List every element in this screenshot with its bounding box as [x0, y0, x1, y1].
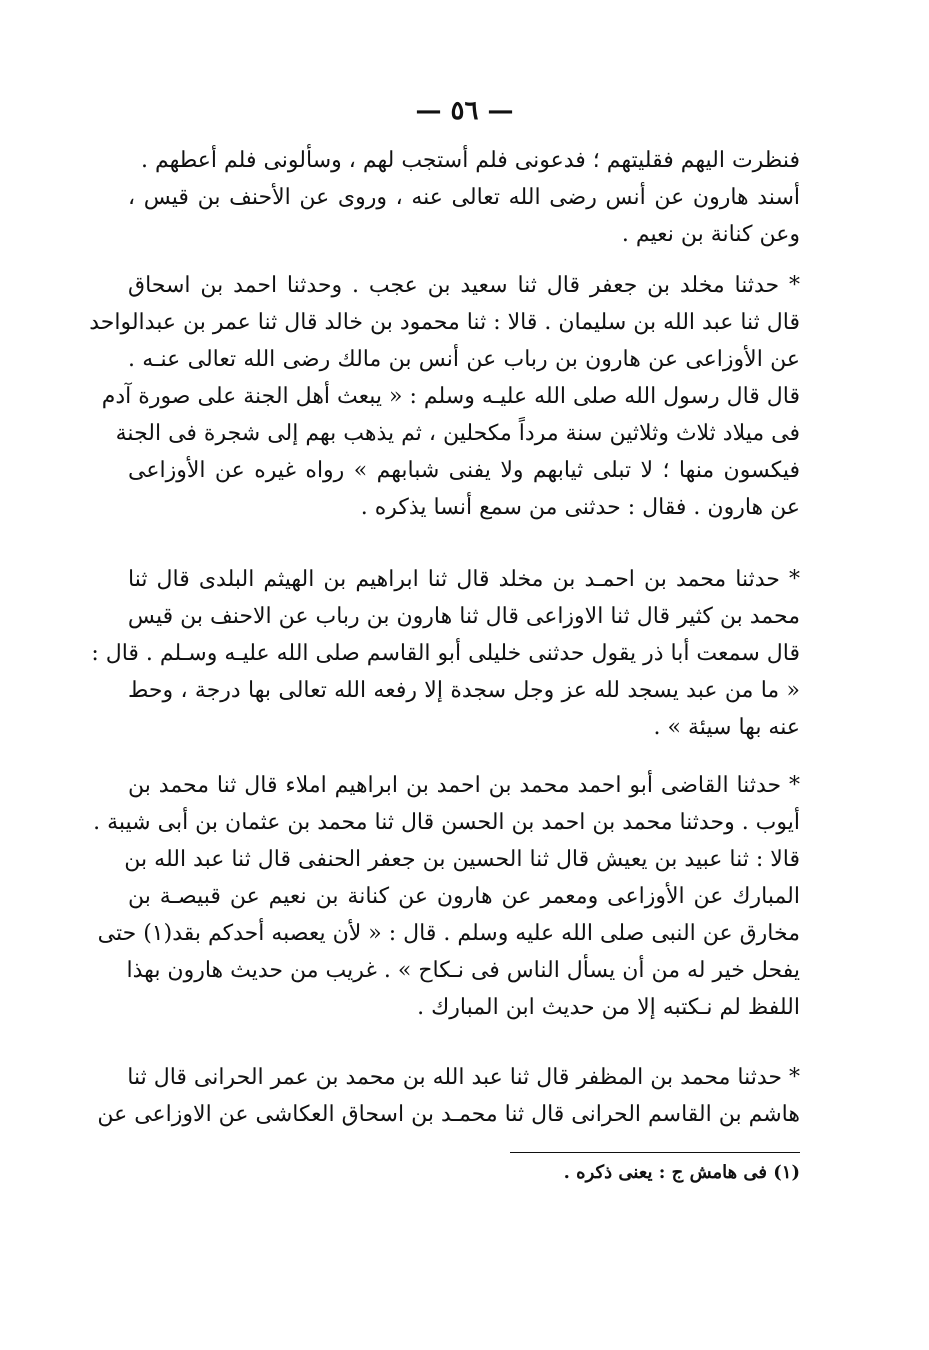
paragraph: [91, 561, 800, 746]
text-line: أسند هارون عن أنس رضى الله تعالى عنه ، وروى عن الأحنف بن قيس ،: [128, 185, 800, 210]
text-line: عنه بها سيئة » .: [653, 715, 800, 740]
text-line: مخارق عن النبى صلى الله عليه وسلم . قال : « لأن يعصبه أحدكم بقد(١) حتى: [97, 921, 800, 946]
text-line: * حدثنا مخلد بن جعفر قال ثنا سعيد بن عجب . وحدثنا احمد بن اسحاق: [128, 273, 800, 298]
text-line: وعن كنانة بن نعيم .: [621, 222, 800, 247]
paragraph: [97, 1059, 800, 1133]
text-line: أيوب . وحدثنا محمد بن احمد بن الحسن قال ثنا محمد بن عثمان بن أبى شيبة .: [93, 810, 800, 835]
footnote: (١) فى هامش ج : يعنى ذكره .: [563, 1162, 800, 1183]
paragraph: [128, 142, 800, 179]
text-line: محمد بن كثير قال ثنا الاوزاعى قال ثنا هارون بن رباب عن الاحنف بن قيس: [127, 604, 800, 629]
text-line: قال ثنا عبد الله بن سليمان . قالا : ثنا محمود بن خالد قال ثنا عمر بن عبدالواحد: [89, 310, 800, 335]
text-line: يفحل خير له من أن يسأل الناس فى نـكاح » . غريب من حديث هارون بهذا: [126, 958, 800, 983]
text-line: عن الأوزاعى عن هارون بن رباب عن أنس بن مالك رضى الله تعالى عنـه .: [128, 347, 800, 372]
text-line: قال قال رسول الله صلى الله عليـه وسلم : « يبعث أهل الجنة على صورة آدم: [101, 384, 800, 409]
paragraph: [89, 267, 800, 526]
text-line: * حدثنا القاضى أبو احمد محمد بن احمد بن ابراهيم املاء قال ثنا محمد بن: [128, 773, 800, 798]
text-line: هاشم بن القاسم الحرانى قال ثنا محمـد بن اسحاق العكاشى عن الاوزاعى عن: [97, 1102, 800, 1127]
text-line: فيكسون منها ؛ لا تبلى ثيابهم ولا يفنى شبابهم » رواه غيره عن الأوزاعى: [128, 458, 800, 483]
text-line: اللفظ لم نـكتبه إلا من حديث ابن المبارك .: [417, 995, 800, 1020]
paragraph: [93, 767, 800, 1026]
text-line: فنظرت اليهم فقليتهم ؛ فدعونى فلم أستجب لهم ، وسألونى فلم أعطهم .: [140, 148, 800, 173]
text-line: المبارك عن الأوزاعى ومعمر عن هارون عن كنانة بن نعيم عن قبيصـة بن: [128, 884, 800, 909]
text-line: فى ميلاد ثلاث وثلاثين سنة مرداً مكحلين ، ثم يذهب بهم إلى شجرة فى الجنة: [115, 421, 800, 446]
text-line: عن هارون . فقال : حدثنى من سمع أنسا يذكره .: [360, 495, 800, 520]
text-line: قالا : ثنا عبيد بن يعيش قال ثنا الحسين بن جعفر الحنفى قال ثنا عبد الله بن: [124, 847, 800, 872]
footnote-divider: [510, 1152, 800, 1153]
text-line: « ما من عبد يسجد لله عز وجل سجدة إلا رفعه الله تعالى بها درجة ، وحط: [128, 678, 800, 703]
page-number: — ٥٦ —: [415, 96, 514, 126]
text-line: قال سمعت أبا ذر يقول حدثنى خليلى أبو القاسم صلى الله عليـه وسـلم . قال :: [91, 641, 800, 666]
text-line: * حدثنا محمد بن احمـد بن مخلد قال ثنا ابراهيم بن الهيثم البلدى قال ثنا: [128, 567, 800, 592]
text-line: * حدثنا محمد بن المظفر قال ثنا عبد الله بن محمد بن عمر الحرانى قال ثنا: [127, 1065, 800, 1090]
paragraph: [128, 179, 800, 253]
